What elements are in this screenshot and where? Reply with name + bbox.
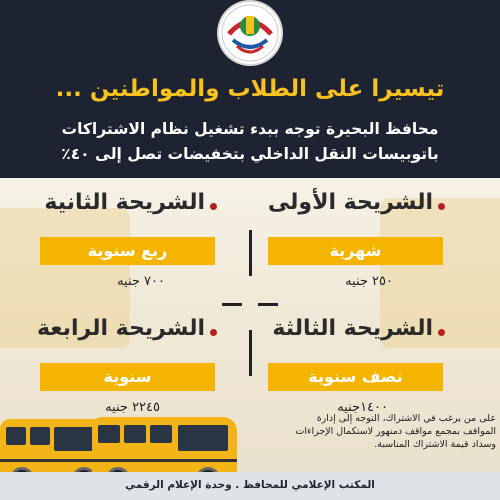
tier-card-4 [36, 316, 205, 416]
note-line: على من يرغب في الاشتراك، التوجه إلى إدارة [316, 413, 496, 424]
tier-title: الشريحة الثانية [44, 190, 205, 215]
tier-price: ٧٠٠ جنيه [117, 274, 165, 289]
tier-period-badge: سنوية [40, 363, 215, 391]
footer-credit: المكتب الإعلامي للمحافظ . وحدة الإعلام الرقمي [125, 479, 375, 491]
tier-price: ٢٢٤٥ جنيه [105, 400, 160, 415]
grid-divider-vertical [249, 230, 252, 276]
tier-period-badge: ربع سنوية [40, 237, 215, 265]
header-banner [0, 0, 500, 178]
subscription-note [248, 412, 496, 451]
logo-emblem-icon [219, 2, 281, 64]
bullet-dot [210, 329, 217, 336]
grid-divider-horizontal [222, 303, 242, 306]
bullet-dot [438, 203, 445, 210]
tier-title: الشريحة الرابعة [36, 316, 205, 341]
tier-card-3 [268, 316, 433, 416]
grid-divider-vertical [249, 330, 252, 376]
footer-bar [0, 472, 500, 500]
tier-price: ٢٥٠ جنيه [345, 274, 393, 289]
subheadline-line-2: باتوبيسات النقل الداخلي بتخفيضات تصل إلى ٤٠٪ [61, 145, 439, 163]
tier-price: ١٤٠٠جنيه [337, 400, 388, 415]
tier-card-2 [40, 190, 205, 290]
tier-period-badge: نصف سنوية [268, 363, 443, 391]
tier-card-1 [268, 190, 433, 290]
bullet-dot [210, 203, 217, 210]
bullet-dot [438, 329, 445, 336]
governorate-logo [219, 2, 281, 64]
subheadline-line-1: محافظ البحيرة توجه ببدء تشغيل نظام الاشتراكات [61, 120, 439, 138]
note-line: وسداد قيمة الاشتراك المناسبة. [374, 439, 496, 450]
tier-title: الشريحة الأولى [267, 190, 433, 215]
tier-title: الشريحة الثالثة [272, 316, 433, 341]
tier-period-badge: شهرية [268, 237, 443, 265]
note-line: المواقف بمجمع مواقف دمنهور لاستكمال الإجراءات [295, 426, 496, 437]
grid-divider-horizontal [258, 303, 278, 306]
headline: تيسيرا على الطلاب والمواطنين ... [55, 76, 445, 102]
